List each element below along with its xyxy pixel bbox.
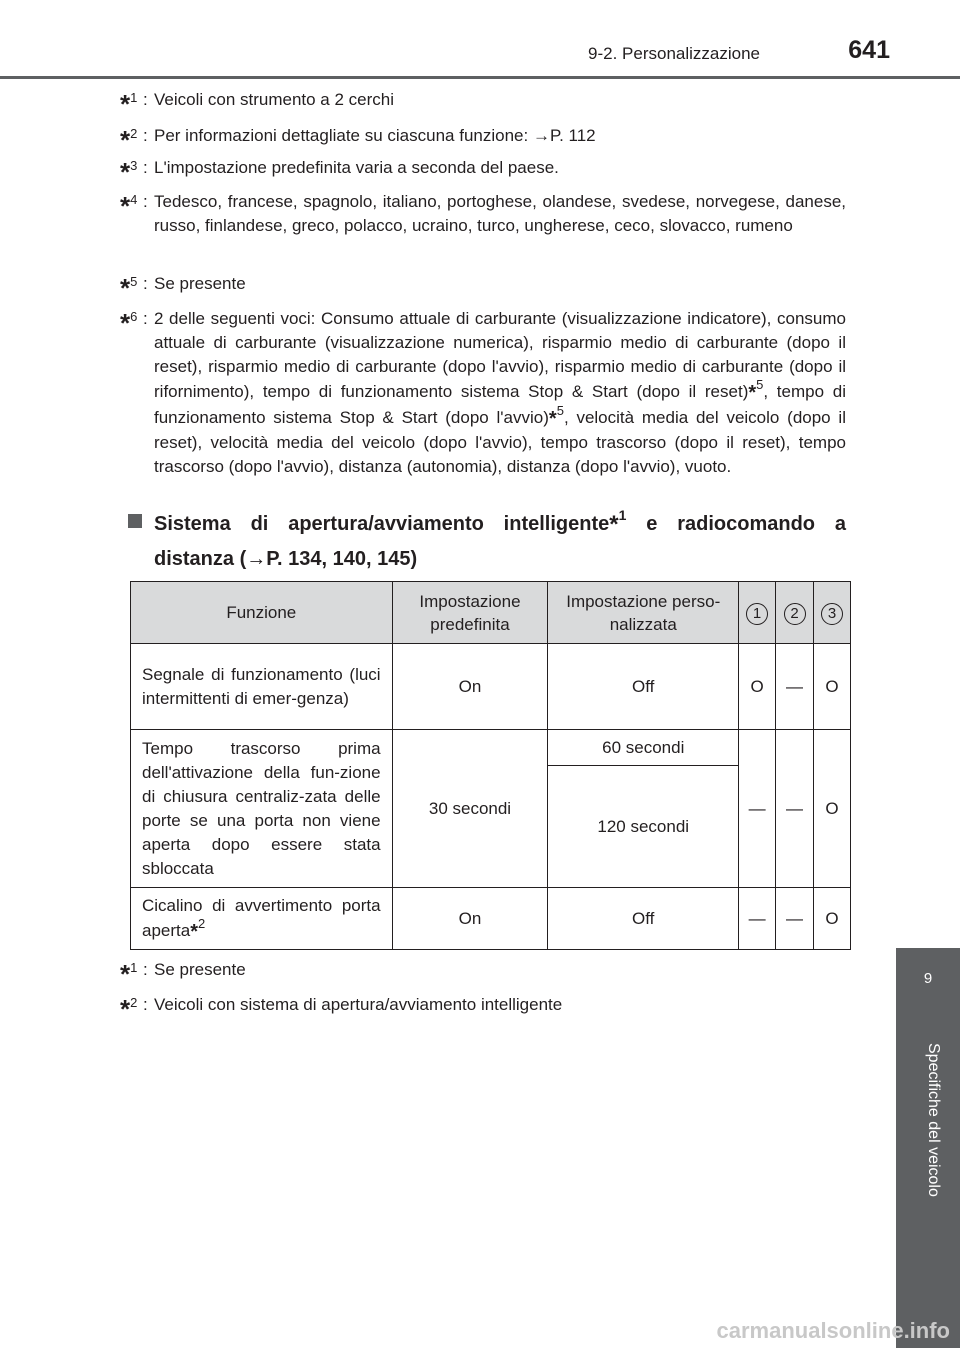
table-row [131,644,851,730]
table-header-row [131,582,851,644]
footnote-4: *$^4$ : Tedesco, francese, spagnolo, italiano, portoghese, olandese, svedese, norvegese, danese, russo, finlandese, greco, polacco, ucraino, turco, ungherese, ceco, slovacco, rumeno [120,190,846,238]
footnote-text: Per informazioni dettagliate su ciascuna funzione: →P. 112 [154,126,596,145]
header-method-3 [813,582,850,644]
footnote-6: *$^6$ : 2 delle seguenti voci: Consumo attuale di carburante (visualizzazione indicatore), consumo attuale di carburante (visualizzazione numerica), risparmio medio di carburante (dopo il reset), risparmio medio di carburante (dopo l'avvio), risparmio medio di carburante (dopo il rifornimento), tempo di funzionamento sistema Stop & Start (dopo il reset)*$^5$, tempo di funzionamento sistema Stop & Start (dopo l'avvio)*$^5$, velocità media del veicolo (dopo il reset), velocità media del veicolo (dopo l'avvio), tempo trascorso (dopo il reset), tempo trascorso (dopo l'avvio), distanza (autonomia), distanza (dopo l'avvio), vuoto. [120,307,846,479]
footnote-text: L'impostazione predefinita varia a seconda del paese. [154,158,559,177]
circled-2-icon: 2 [784,603,806,625]
footnote-5: *$^5$ : Se presente [120,272,846,296]
table-row [131,730,851,766]
heading-square-icon [128,514,142,528]
row-custom: Off [548,644,739,730]
header-default: Impostazione predefinita [392,582,548,644]
footnote-bottom-2: *$^2$ : Veicoli con sistema di apertura/avviamento intelligente [120,993,846,1017]
row-method-3: O [813,730,850,888]
row-custom: 120 secondi [548,766,739,888]
row-method-3: O [813,888,850,950]
row-function: Segnale di funzionamento (luci intermittenti di emer-genza) [131,644,393,730]
header-function: Funzione [131,582,393,644]
footnote-text: Veicoli con strumento a 2 cerchi [154,90,395,109]
row-method-1: O [739,644,776,730]
row-custom: 60 secondi [548,730,739,766]
footnote-text: Se presente [154,960,246,979]
footnote-text: 2 delle seguenti voci: Consumo attuale di carburante (visualizzazione indicatore), consumo attuale di carburante (visualizzazione numerica), risparmio medio di carburante (dopo il reset), risparmio medio di carburante (dopo l'avvio), risparmio medio di carburante (dopo il rifornimento), tempo di funzionamento sistema Stop & Start (dopo il reset)*$^5$, tempo di funzionamento sistema Stop & Start (dopo l'avvio)*$^5$, velocità media del veicolo (dopo il reset), velocità media del veicolo (dopo l'avvio), tempo trascorso (dopo il reset), tempo trascorso (dopo l'avvio), distanza (autonomia), distanza (dopo l'avvio), vuoto. [154,309,846,476]
row-method-1: — [739,730,776,888]
circled-1-icon: 1 [746,603,768,625]
settings-table [130,581,851,950]
footnote-2: *$^2$ : Per informazioni dettagliate su ciascuna funzione: →P. 112 [120,124,846,148]
row-default: 30 secondi [392,730,548,888]
chapter-tab [896,948,960,1348]
chapter-number: 9 [923,970,933,987]
row-default: On [392,644,548,730]
watermark: carmanualsonline.info [716,1318,950,1343]
row-default: On [392,888,548,950]
row-custom: Off [548,888,739,950]
page-number: 641 [848,36,890,64]
row-method-2: — [776,888,814,950]
header-method-2 [776,582,814,644]
table-row [131,888,851,950]
section-title: 9-2. Personalizzazione [588,44,760,63]
chapter-label: Specifiche del veicolo [925,1043,942,1197]
row-method-2: — [776,644,814,730]
section-heading: Sistema di apertura/avviamento intelligente*$^1$ e radiocomando a distanza (→P. 134, 140, 145) [128,506,846,576]
row-method-3: O [813,644,850,730]
row-method-1: — [739,888,776,950]
footnote-text: Veicoli con sistema di apertura/avviamento intelligente [154,995,563,1014]
header-method-1 [739,582,776,644]
row-function: Cicalino di avvertimento porta aperta*$^2$ [131,888,393,950]
row-method-2: — [776,730,814,888]
row-function: Tempo trascorso prima dell'attivazione della fun-zione di chiusura centraliz-zata delle porte se una porta non viene aperta dopo essere stata sbloccata [131,730,393,888]
header-custom: Impostazione perso-nalizzata [548,582,739,644]
footnote-bottom-1: *$^1$ : Se presente [120,958,846,982]
footnote-3: *$^3$ : L'impostazione predefinita varia a seconda del paese. [120,156,846,180]
circled-3-icon: 3 [821,603,843,625]
footnote-text: Se presente [154,274,246,293]
header-rule [0,76,960,79]
footnote-1: *$^1$ : Veicoli con strumento a 2 cerchi [120,88,846,112]
footnote-text: Tedesco, francese, spagnolo, italiano, portoghese, olandese, svedese, norvegese, danese, russo, finlandese, greco, polacco, ucraino, turco, ungherese, ceco, slovacco, rumeno [154,192,846,235]
